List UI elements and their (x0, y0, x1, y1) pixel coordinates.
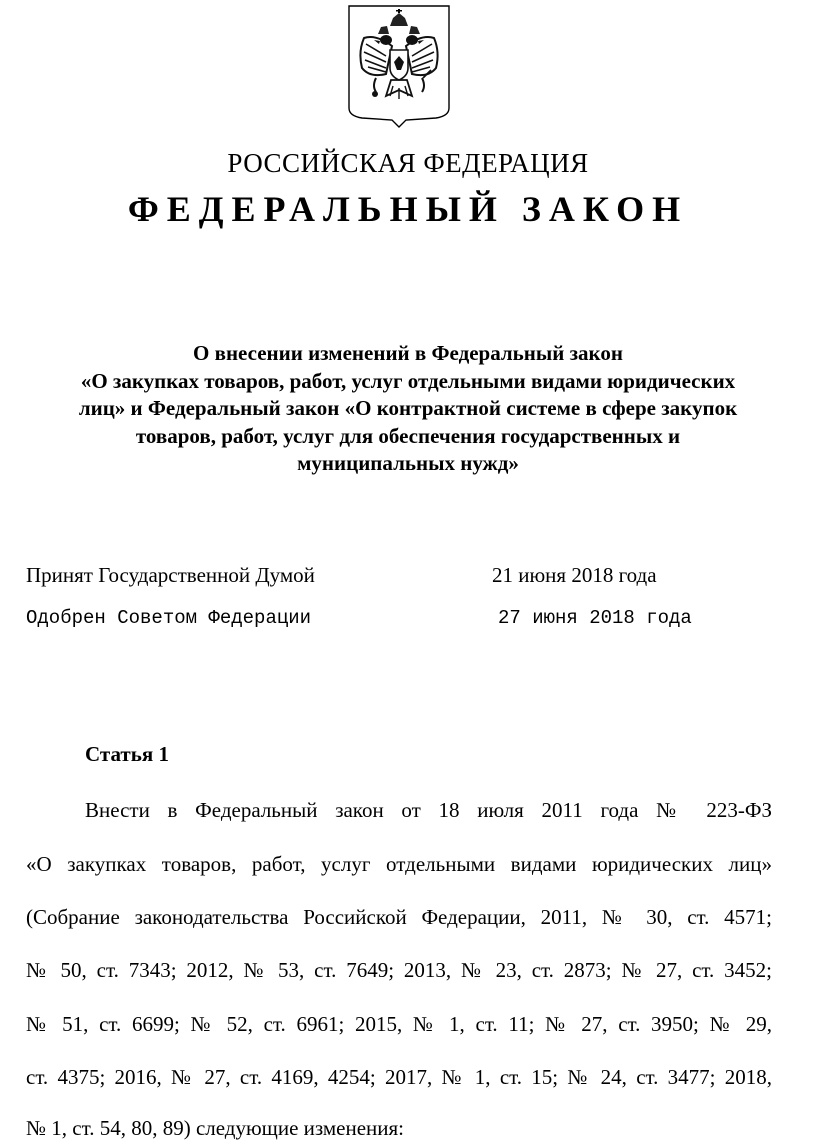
country-name: РОССИЙСКАЯ ФЕДЕРАЦИЯ (227, 148, 589, 178)
russian-coat-of-arms-icon (346, 4, 452, 128)
article-text-line: «О закупках товаров, работ, услуг отдельными видами юридических лиц» (26, 852, 772, 876)
duma-date: 21 июня 2018 года (492, 563, 657, 587)
article-text-line: № 1, ст. 54, 80, 89) следующие изменения: (26, 1116, 405, 1140)
article-text-line: Внести в Федеральный закон от 18 июля 2011 года № 223-ФЗ (85, 798, 772, 822)
law-title (30, 340, 786, 478)
article-heading: Статья 1 (85, 742, 169, 766)
council-label: Одобрен Советом Федерации (26, 607, 312, 629)
law-title-line: лиц» и Федеральный закон «О контрактной системе в сфере закупок (78, 396, 738, 420)
document-type: ФЕДЕРАЛЬНЫЙ ЗАКОН (127, 189, 689, 229)
article-text-line: ст. 4375; 2016, № 27, ст. 4169, 4254; 2017, № 1, ст. 15; № 24, ст. 3477; 2018, (26, 1065, 772, 1089)
council-date: 27 июня 2018 года (498, 607, 692, 629)
law-title-line: товаров, работ, услуг для обеспечения государственных и (135, 423, 681, 448)
duma-label: Принят Государственной Думой (26, 563, 315, 587)
article-text-line: № 50, ст. 7343; 2012, № 53, ст. 7649; 2013, № 23, ст. 2873; № 27, ст. 3452; (26, 958, 772, 982)
law-title-line: «О закупках товаров, работ, услуг отдельными видами юридических (80, 368, 736, 393)
article-text-line: (Собрание законодательства Российской Федерации, 2011, № 30, ст. 4571; (26, 905, 772, 929)
law-title-line: муниципальных нужд» (297, 451, 519, 475)
law-title-line: О внесении изменений в Федеральный закон (193, 341, 623, 365)
article-text-line: № 51, ст. 6699; № 52, ст. 6961; 2015, № 1, ст. 11; № 27, ст. 3950; № 29, (26, 1012, 772, 1036)
